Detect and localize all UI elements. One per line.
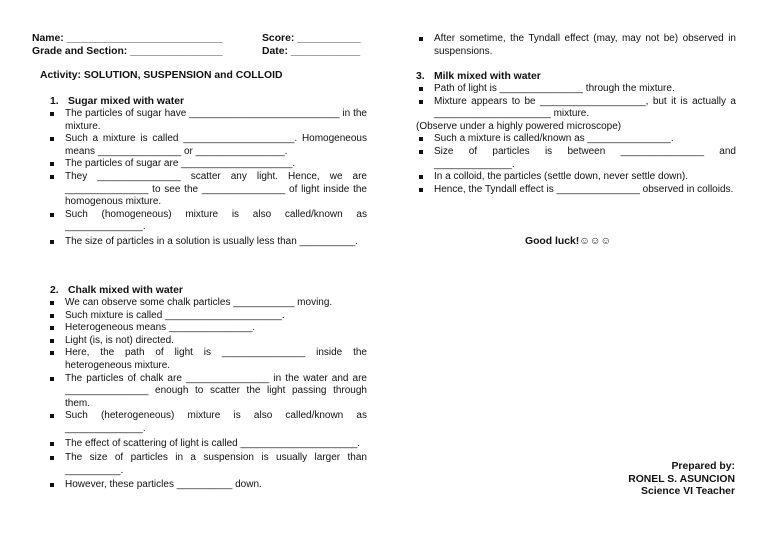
list-item: Such (heterogeneous) mixture is also called/known as ______________. bbox=[47, 410, 367, 435]
name-field-label: Name: ___________________________ bbox=[32, 33, 223, 44]
tyndall-suspension-list bbox=[416, 33, 736, 58]
list-item: In a colloid, the particles (settle down, never settle down). bbox=[416, 171, 736, 184]
prepared-by-block bbox=[628, 461, 735, 499]
list-item: The particles of sugar are ____________________. bbox=[47, 158, 367, 171]
list-item: Here, the path of light is _______________ inside the heterogeneous mixture. bbox=[47, 347, 367, 372]
teacher-role: Science VI Teacher bbox=[641, 486, 735, 498]
list-item: Hence, the Tyndall effect is _______________ observed in colloids. bbox=[416, 184, 736, 197]
list-item: The size of particles in a solution is usually less than __________. bbox=[47, 236, 367, 249]
list-item: Mixture appears to be ___________________, but it is actually a _____________________ mixture. bbox=[416, 96, 736, 121]
list-item: We can observe some chalk particles ___________ moving. bbox=[47, 297, 367, 310]
teacher-name: RONEL S. ASUNCION bbox=[628, 473, 735, 485]
section-title: Sugar mixed with water bbox=[68, 96, 185, 107]
grade-section-field-label: Grade and Section: ________________ bbox=[32, 46, 223, 57]
list-item: Size of particles is between _______________ and ______________. bbox=[416, 146, 736, 171]
section-number: 2. bbox=[50, 285, 59, 296]
microscope-note: (Observe under a highly powered microscope) bbox=[416, 120, 622, 132]
list-item: The particles of chalk are _______________ in the water and are _______________ enough to scatter the light passing through them. bbox=[47, 373, 367, 411]
section-heading-chalk bbox=[50, 285, 183, 298]
list-item: They _______________ scatter any light. Hence, we are _______________ to see the _______________ of light inside the homogenous mixture. bbox=[47, 171, 367, 209]
section-heading-milk bbox=[416, 71, 541, 84]
prepared-by-label: Prepared by: bbox=[671, 461, 735, 472]
date-field-label: Date: ____________ bbox=[262, 46, 361, 57]
list-item: Such (homogeneous) mixture is also called/known as ______________. bbox=[47, 209, 367, 234]
list-item: Such a mixture is called ____________________. Homogeneous means _______________ or ________________. bbox=[47, 133, 367, 158]
section-3-list bbox=[416, 83, 736, 196]
list-item: Path of light is _______________ through the mixture. bbox=[416, 83, 736, 96]
score-field-label: Score: ___________ bbox=[262, 33, 361, 44]
good-luck-text: Good luck!☺☺☺ bbox=[525, 236, 612, 247]
list-item: The particles of sugar have ___________________________ in the mixture. bbox=[47, 108, 367, 133]
list-item: The effect of scattering of light is called _____________________. bbox=[47, 438, 367, 451]
list-item: After sometime, the Tyndall effect (may, may not be) observed in suspensions. bbox=[416, 33, 736, 58]
list-item: However, these particles __________ down. bbox=[47, 479, 367, 492]
section-1-list bbox=[47, 108, 367, 249]
list-item: Heterogeneous means _______________. bbox=[47, 322, 367, 335]
section-number: 1. bbox=[50, 96, 59, 107]
section-title: Chalk mixed with water bbox=[68, 285, 183, 296]
activity-title: Activity: SOLUTION, SUSPENSION and COLLOID bbox=[40, 70, 283, 81]
section-heading-sugar bbox=[50, 96, 184, 109]
list-item: The size of particles in a suspension is usually larger than __________. bbox=[47, 452, 367, 477]
list-item: Such a mixture is called/known as _______________. bbox=[416, 133, 736, 146]
section-2-list bbox=[47, 297, 367, 492]
section-title: Milk mixed with water bbox=[434, 71, 541, 82]
section-number: 3. bbox=[416, 71, 425, 82]
list-item: Such mixture is called _____________________. bbox=[47, 310, 367, 323]
list-item: Light (is, is not) directed. bbox=[47, 335, 367, 348]
